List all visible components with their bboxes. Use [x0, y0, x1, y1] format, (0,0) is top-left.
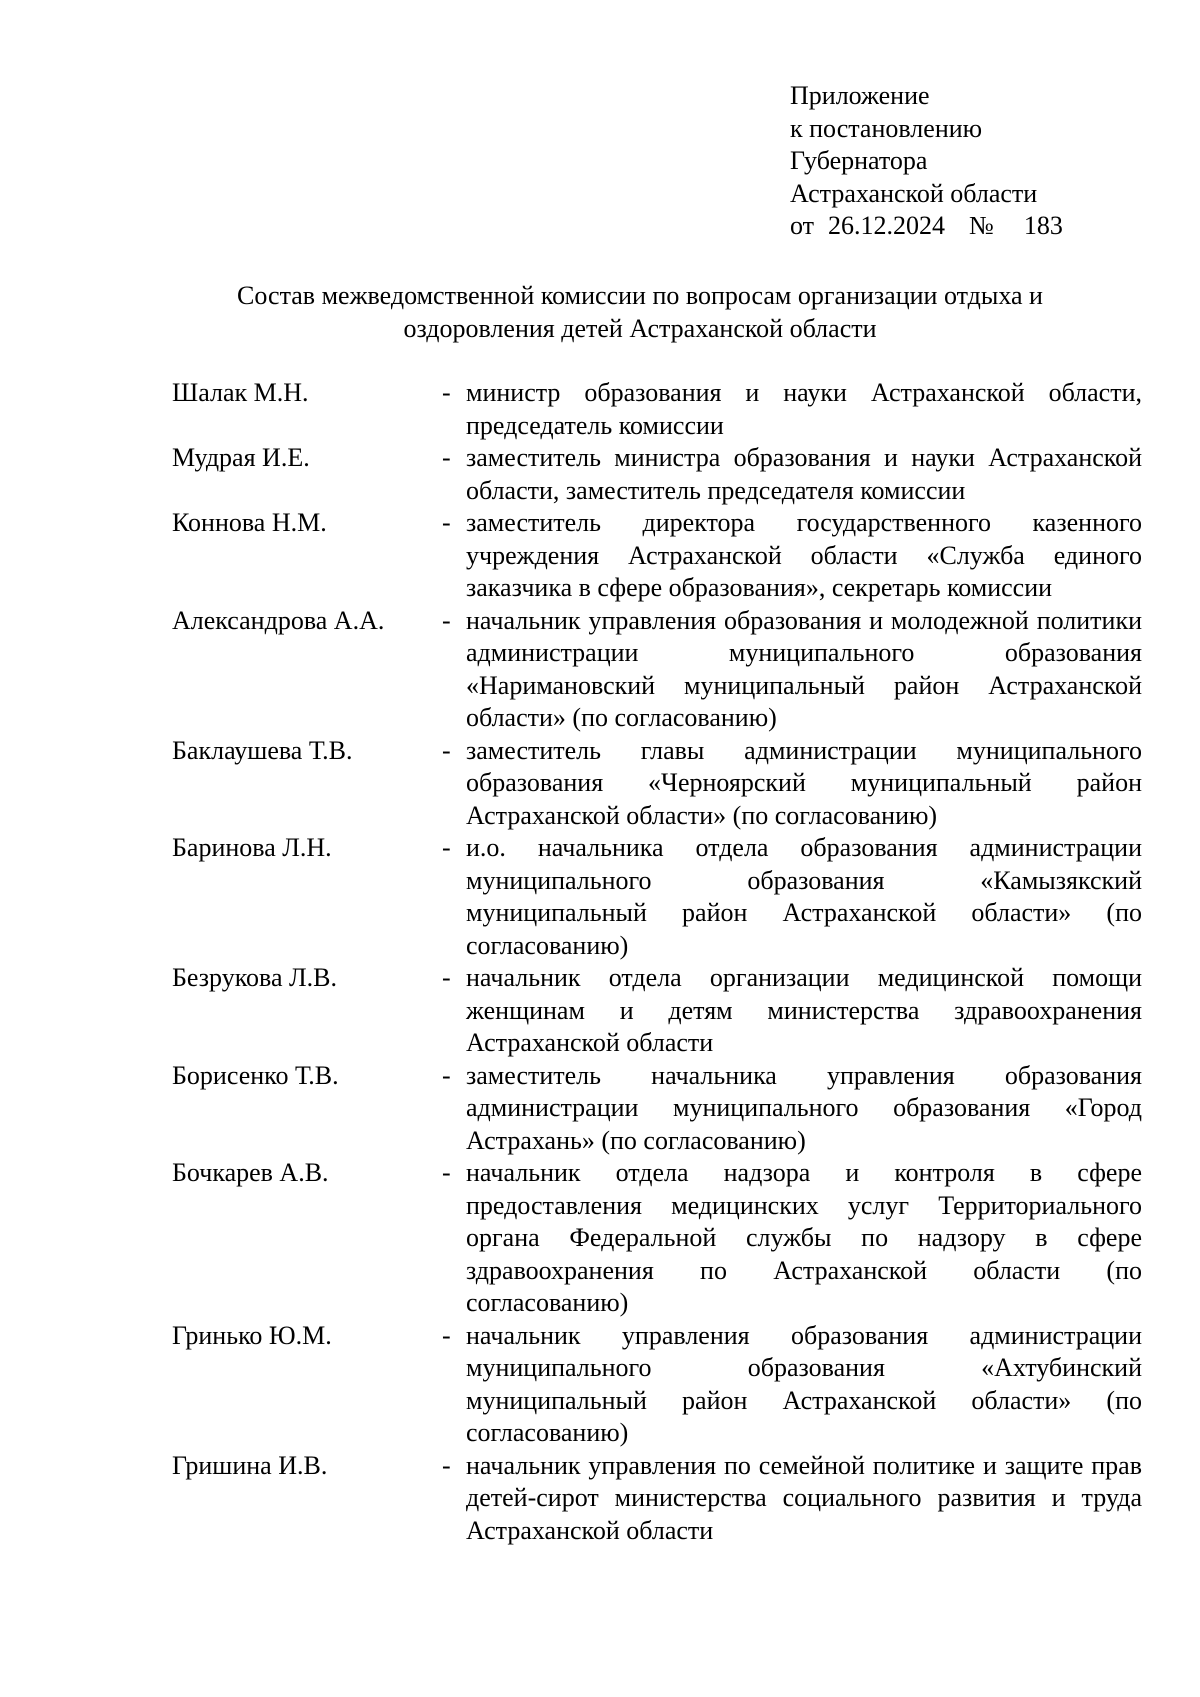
- member-name: Бочкарев А.В.: [172, 1158, 329, 1187]
- member-name: Гринько Ю.М.: [172, 1320, 332, 1350]
- document-title: [170, 280, 1110, 345]
- member-row: [172, 962, 1142, 1060]
- member-row: [172, 1320, 1142, 1450]
- member-role: и.о. начальника отдела образования администрации муниципального образования «Камызякский муниципальный район Астраханской области» (по согласованию): [466, 833, 1142, 960]
- member-row: [172, 832, 1142, 962]
- appendix-line: Приложение: [790, 81, 930, 110]
- member-row: [172, 377, 1142, 442]
- title-line: оздоровления детей Астраханской области: [403, 313, 877, 343]
- appendix-line: Астраханской области: [790, 178, 1038, 208]
- appendix-line: к постановлению: [790, 113, 983, 143]
- member-name: Баринова Л.Н.: [172, 833, 332, 862]
- member-row: [172, 1450, 1142, 1548]
- member-row: [172, 442, 1142, 507]
- member-dash: -: [442, 1320, 451, 1350]
- member-dash: -: [442, 1158, 451, 1187]
- member-row: [172, 1060, 1142, 1158]
- member-role: заместитель министра образования и науки Астраханской области, заместитель председателя комиссии: [466, 443, 1142, 505]
- number-sign: №: [969, 211, 994, 240]
- member-name: Баклаушева Т.В.: [172, 735, 353, 765]
- member-role: заместитель начальника управления образования администрации муниципального образования «Город Астрахань» (по согласованию): [466, 1060, 1142, 1155]
- member-name: Александрова А.А.: [172, 605, 385, 635]
- member-dash: -: [442, 833, 451, 862]
- member-name: Коннова Н.М.: [172, 508, 327, 537]
- member-role: заместитель главы администрации муниципального образования «Черноярский муниципальный район Астраханской области» (по согласованию): [466, 735, 1142, 830]
- members-list: [172, 377, 1142, 1547]
- member-name: Шалак М.Н.: [172, 378, 309, 407]
- member-name: Гришина И.В.: [172, 1450, 328, 1480]
- appendix-line: Губернатора: [790, 146, 928, 175]
- member-dash: -: [442, 378, 451, 407]
- member-name: Мудрая И.Е.: [172, 443, 310, 472]
- appendix-block: [790, 80, 1063, 243]
- decree-number: 183: [1023, 211, 1063, 240]
- member-dash: -: [442, 1060, 451, 1090]
- member-row: [172, 1157, 1142, 1320]
- member-row: [172, 507, 1142, 605]
- decree-date: 26.12.2024: [828, 211, 946, 240]
- member-role: начальник отдела организации медицинской помощи женщинам и детям министерства здравоохранения Астраханской области: [466, 963, 1142, 1057]
- member-dash: -: [442, 443, 451, 472]
- appendix-date-line: [790, 210, 1063, 243]
- member-row: [172, 605, 1142, 735]
- member-dash: -: [442, 508, 451, 537]
- member-row: [172, 735, 1142, 833]
- date-prefix: от: [790, 211, 815, 240]
- member-role: начальник управления по семейной политике и защите прав детей-сирот министерства социального развития и труда Астраханской области: [466, 1450, 1142, 1545]
- member-role: министр образования и науки Астраханской области, председатель комиссии: [466, 378, 1142, 440]
- member-dash: -: [442, 963, 451, 992]
- member-role: начальник отдела надзора и контроля в сфере предоставления медицинских услуг Территориального органа Федеральной службы по надзору в сфере здравоохранения по Астраханской области (по согласованию): [466, 1158, 1142, 1317]
- member-role: начальник управления образования администрации муниципального образования «Ахтубинский муниципальный район Астраханской области» (по согласованию): [466, 1320, 1142, 1447]
- member-dash: -: [442, 1450, 451, 1480]
- member-role: начальник управления образования и молодежной политики администрации муниципального образования «Наримановский муниципальный район Астраханской области» (по согласованию): [466, 605, 1142, 732]
- member-role: заместитель директора государственного казенного учреждения Астраханской области «Служба единого заказчика в сфере образования», секретарь комиссии: [466, 508, 1142, 602]
- member-name: Безрукова Л.В.: [172, 963, 337, 992]
- member-dash: -: [442, 735, 451, 765]
- member-dash: -: [442, 605, 451, 635]
- title-line: Состав межведомственной комиссии по вопросам организации отдыха и: [237, 281, 1043, 310]
- member-name: Борисенко Т.В.: [172, 1060, 339, 1090]
